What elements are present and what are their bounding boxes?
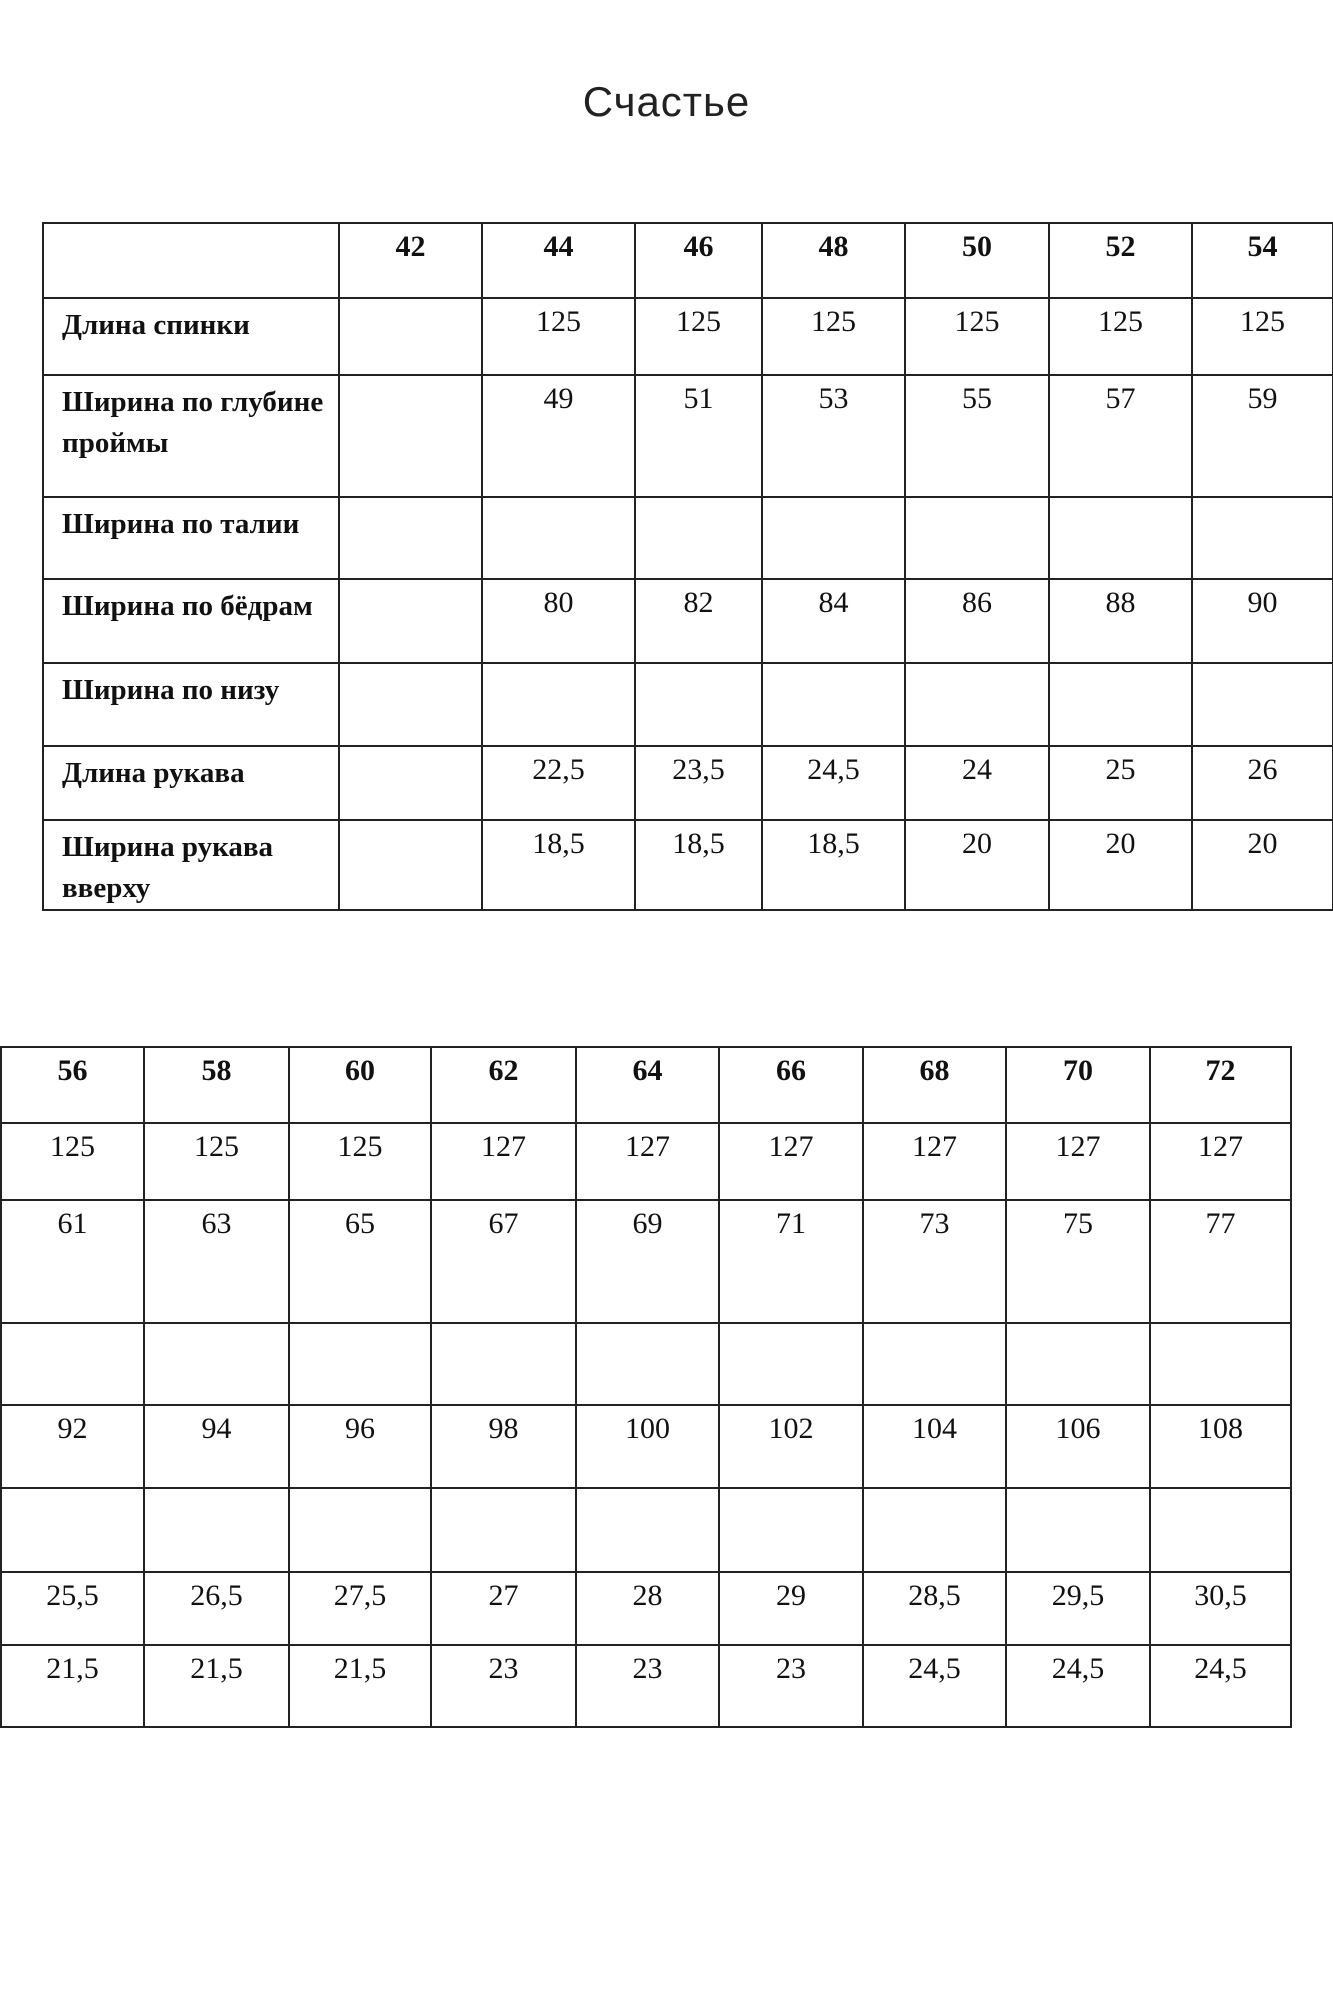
- table-row: [1, 1123, 1291, 1200]
- table-row: [1, 1572, 1291, 1645]
- row-label: Длина спинки: [43, 298, 339, 375]
- size-header: 46: [635, 223, 762, 298]
- value-cell: [339, 746, 482, 820]
- value-cell: 67: [431, 1200, 576, 1323]
- value-cell: 24: [905, 746, 1049, 820]
- value-cell: 61: [1, 1200, 144, 1323]
- value-cell: [144, 1323, 289, 1405]
- value-cell: 86: [905, 579, 1049, 663]
- value-cell: 92: [1, 1405, 144, 1488]
- value-cell: [719, 1488, 863, 1572]
- value-cell: 100: [576, 1405, 719, 1488]
- size-header: 42: [339, 223, 482, 298]
- value-cell: 125: [1, 1123, 144, 1200]
- value-cell: [431, 1323, 576, 1405]
- size-header: 60: [289, 1047, 431, 1123]
- value-cell: 18,5: [482, 820, 635, 910]
- value-cell: [1, 1488, 144, 1572]
- value-cell: 49: [482, 375, 635, 497]
- value-cell: [144, 1488, 289, 1572]
- value-cell: 24,5: [1150, 1645, 1291, 1727]
- value-cell: 108: [1150, 1405, 1291, 1488]
- value-cell: 84: [762, 579, 905, 663]
- value-cell: 24,5: [1006, 1645, 1150, 1727]
- value-cell: 127: [1150, 1123, 1291, 1200]
- value-cell: 20: [1192, 820, 1333, 910]
- value-cell: [289, 1323, 431, 1405]
- size-table-top: [42, 222, 1333, 911]
- table-row: [1, 1488, 1291, 1572]
- value-cell: 23: [576, 1645, 719, 1727]
- value-cell: [635, 497, 762, 579]
- table-row: [1, 1323, 1291, 1405]
- value-cell: 90: [1192, 579, 1333, 663]
- value-cell: 23,5: [635, 746, 762, 820]
- size-table-bottom: [0, 1046, 1292, 1728]
- row-label: Ширина по глубине проймы: [43, 375, 339, 497]
- value-cell: 127: [1006, 1123, 1150, 1200]
- size-header: 52: [1049, 223, 1192, 298]
- value-cell: 21,5: [1, 1645, 144, 1727]
- value-cell: 71: [719, 1200, 863, 1323]
- value-cell: 23: [431, 1645, 576, 1727]
- value-cell: 96: [289, 1405, 431, 1488]
- value-cell: [339, 820, 482, 910]
- table-row: [1, 1645, 1291, 1727]
- value-cell: [1006, 1323, 1150, 1405]
- value-cell: 28: [576, 1572, 719, 1645]
- table-row: [43, 579, 1333, 663]
- value-cell: 98: [431, 1405, 576, 1488]
- value-cell: 73: [863, 1200, 1006, 1323]
- value-cell: 77: [1150, 1200, 1291, 1323]
- table-row: [1, 1405, 1291, 1488]
- value-cell: 29,5: [1006, 1572, 1150, 1645]
- value-cell: 127: [431, 1123, 576, 1200]
- value-cell: 125: [762, 298, 905, 375]
- size-header: 62: [431, 1047, 576, 1123]
- row-label: Ширина рукава вверху: [43, 820, 339, 910]
- value-cell: [1192, 663, 1333, 746]
- row-label: Ширина по талии: [43, 497, 339, 579]
- value-cell: [905, 663, 1049, 746]
- value-cell: 53: [762, 375, 905, 497]
- value-cell: [339, 375, 482, 497]
- value-cell: [1049, 663, 1192, 746]
- value-cell: 28,5: [863, 1572, 1006, 1645]
- value-cell: 125: [1049, 298, 1192, 375]
- value-cell: 125: [905, 298, 1049, 375]
- value-cell: 65: [289, 1200, 431, 1323]
- value-cell: [289, 1488, 431, 1572]
- value-cell: [905, 497, 1049, 579]
- value-cell: [576, 1488, 719, 1572]
- value-cell: [482, 663, 635, 746]
- size-header: 44: [482, 223, 635, 298]
- value-cell: [1049, 497, 1192, 579]
- value-cell: 25: [1049, 746, 1192, 820]
- row-label: Ширина по низу: [43, 663, 339, 746]
- value-cell: 20: [1049, 820, 1192, 910]
- table-row: [43, 497, 1333, 579]
- value-cell: 21,5: [144, 1645, 289, 1727]
- table-row: [43, 746, 1333, 820]
- value-cell: 26,5: [144, 1572, 289, 1645]
- value-cell: [635, 663, 762, 746]
- value-cell: 104: [863, 1405, 1006, 1488]
- size-header: 50: [905, 223, 1049, 298]
- value-cell: 63: [144, 1200, 289, 1323]
- value-cell: 20: [905, 820, 1049, 910]
- size-header: 58: [144, 1047, 289, 1123]
- value-cell: 88: [1049, 579, 1192, 663]
- value-cell: [482, 497, 635, 579]
- value-cell: 106: [1006, 1405, 1150, 1488]
- value-cell: 55: [905, 375, 1049, 497]
- value-cell: 24,5: [863, 1645, 1006, 1727]
- size-header: 68: [863, 1047, 1006, 1123]
- size-header: 56: [1, 1047, 144, 1123]
- table-row: [1, 1200, 1291, 1323]
- value-cell: 23: [719, 1645, 863, 1727]
- value-cell: [762, 663, 905, 746]
- value-cell: [339, 497, 482, 579]
- value-cell: [719, 1323, 863, 1405]
- table-row: [43, 298, 1333, 375]
- size-header: 72: [1150, 1047, 1291, 1123]
- value-cell: 94: [144, 1405, 289, 1488]
- table-row: [43, 820, 1333, 910]
- value-cell: 82: [635, 579, 762, 663]
- value-cell: 30,5: [1150, 1572, 1291, 1645]
- size-header: 48: [762, 223, 905, 298]
- size-header: 64: [576, 1047, 719, 1123]
- value-cell: 21,5: [289, 1645, 431, 1727]
- row-label: Ширина по бёдрам: [43, 579, 339, 663]
- value-cell: 18,5: [762, 820, 905, 910]
- value-cell: 127: [719, 1123, 863, 1200]
- value-cell: 102: [719, 1405, 863, 1488]
- row-label: Длина рукава: [43, 746, 339, 820]
- value-cell: 127: [576, 1123, 719, 1200]
- size-header-row: [43, 223, 1333, 298]
- value-cell: 29: [719, 1572, 863, 1645]
- size-header: 66: [719, 1047, 863, 1123]
- value-cell: 75: [1006, 1200, 1150, 1323]
- value-cell: 22,5: [482, 746, 635, 820]
- value-cell: 125: [289, 1123, 431, 1200]
- value-cell: 18,5: [635, 820, 762, 910]
- page-title: Счастье: [582, 78, 751, 125]
- value-cell: [863, 1488, 1006, 1572]
- value-cell: [1, 1323, 144, 1405]
- value-cell: 25,5: [1, 1572, 144, 1645]
- value-cell: [339, 579, 482, 663]
- value-cell: 57: [1049, 375, 1192, 497]
- value-cell: [1006, 1488, 1150, 1572]
- value-cell: 125: [635, 298, 762, 375]
- table-row: [43, 663, 1333, 746]
- size-header-row: [1, 1047, 1291, 1123]
- value-cell: [1150, 1323, 1291, 1405]
- value-cell: [762, 497, 905, 579]
- value-cell: [339, 298, 482, 375]
- value-cell: 26: [1192, 746, 1333, 820]
- value-cell: 24,5: [762, 746, 905, 820]
- value-cell: [576, 1323, 719, 1405]
- corner-cell: [43, 223, 339, 298]
- value-cell: 51: [635, 375, 762, 497]
- value-cell: 27: [431, 1572, 576, 1645]
- value-cell: 127: [863, 1123, 1006, 1200]
- value-cell: [339, 663, 482, 746]
- value-cell: 27,5: [289, 1572, 431, 1645]
- value-cell: 80: [482, 579, 635, 663]
- table-row: [43, 375, 1333, 497]
- value-cell: 69: [576, 1200, 719, 1323]
- value-cell: 59: [1192, 375, 1333, 497]
- value-cell: [431, 1488, 576, 1572]
- value-cell: 125: [144, 1123, 289, 1200]
- value-cell: 125: [482, 298, 635, 375]
- value-cell: [863, 1323, 1006, 1405]
- value-cell: 125: [1192, 298, 1333, 375]
- value-cell: [1150, 1488, 1291, 1572]
- value-cell: [1192, 497, 1333, 579]
- size-header: 70: [1006, 1047, 1150, 1123]
- size-header: 54: [1192, 223, 1333, 298]
